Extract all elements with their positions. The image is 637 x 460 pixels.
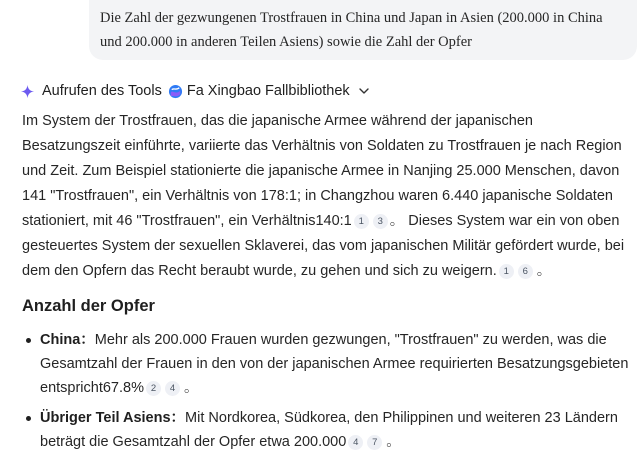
library-icon xyxy=(168,84,183,99)
paragraph-text-2: 。 Dieses System war ein von oben gesteuertes System der sexuellen Sklaverei, das vom japanischen Militär gefördert wurde, bei dem den Opfern das Recht beraubt wurde, zu gehen und sich zu weigern. xyxy=(22,213,625,279)
list-item-label: Übriger Teil Asiens xyxy=(40,410,171,426)
tool-call-prefix: Aufrufen des Tools xyxy=(42,83,162,99)
user-message-bubble xyxy=(89,0,637,60)
citation-badge[interactable]: 1 xyxy=(499,264,514,279)
list-item-body: Mit Nordkorea, Südkorea, den Philippinen und weiteren 23 Ländern beträgt die Gesamtzahl der Opfer etwa 200.000 xyxy=(40,410,618,450)
list-item-text xyxy=(22,328,632,400)
citation-badge[interactable]: 4 xyxy=(165,381,180,396)
citation-badge[interactable]: 4 xyxy=(348,435,363,450)
tool-call-toggle[interactable] xyxy=(20,80,370,102)
list-item xyxy=(22,328,632,400)
paragraph-text-1: Im System der Trostfrauen, das die japanische Armee während der japanischen Besatzungszeit einführte, variierte das Verhältnis von Soldaten zu Trostfrauen je nach Region und Zeit. Zum Beispiel stationierte die japanische Armee in Nanjing 25.000 Menschen, davon 141 "Trostfrauen", ein Verhältnis von 178:1; in Changzhou waren 6.440 japanische Soldaten stationiert, mit 46 "Trostfrauen", ein Verhältnis140:1 xyxy=(22,113,622,229)
list-item-colon: ： xyxy=(170,410,186,426)
user-message-text: Die Zahl der gezwungenen Trostfrauen in China und Japan in Asien (200.000 in China und 200.000 in anderen Teilen Asiens) sowie die Zahl der Opfer xyxy=(100,10,603,50)
list-item-end: 。 xyxy=(183,380,199,396)
list-item-text xyxy=(22,406,632,454)
sparkle-icon xyxy=(20,84,35,99)
list-item-label: China xyxy=(40,332,81,348)
intro-paragraph xyxy=(22,109,632,284)
list-item xyxy=(22,406,632,454)
answer-body xyxy=(22,109,632,284)
list-item-end: 。 xyxy=(386,434,401,450)
section-heading: Anzahl der Opfer xyxy=(22,297,155,315)
citation-badge[interactable]: 2 xyxy=(146,381,161,396)
list-item-colon: ： xyxy=(80,332,95,348)
list-item-body: Mehr als 200.000 Frauen wurden gezwungen, "Trostfrauen" zu werden, was die Gesamtzahl der Frauen in den von der japanischen Armee requirierten Besatzungsgebieten entspricht67.8% xyxy=(40,332,629,396)
citation-badge[interactable]: 6 xyxy=(518,264,533,279)
citation-badge[interactable]: 3 xyxy=(373,214,388,229)
tool-call-name: Fa Xingbao Fallbibliothek xyxy=(186,83,350,99)
citation-badge[interactable]: 1 xyxy=(354,214,369,229)
bullet-dot xyxy=(26,416,31,421)
paragraph-end: 。 xyxy=(536,263,552,279)
bullet-dot xyxy=(26,338,31,343)
chevron-down-icon xyxy=(358,85,370,97)
citation-badge[interactable]: 7 xyxy=(367,435,382,450)
